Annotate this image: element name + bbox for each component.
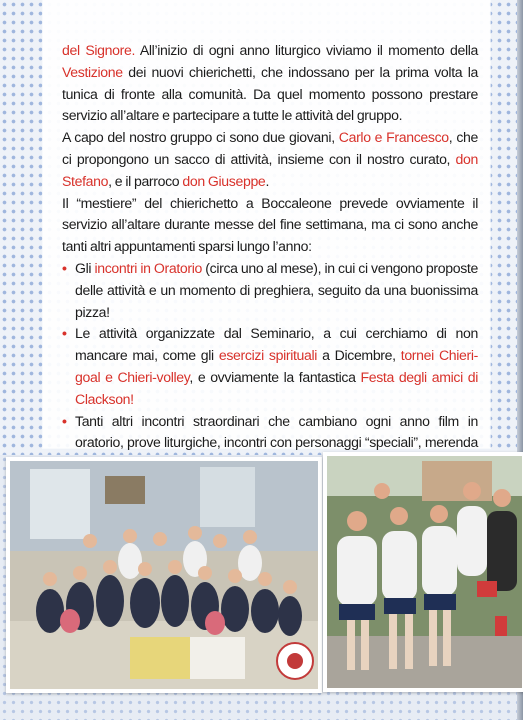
highlight-vestizione: Vestizione — [62, 63, 123, 80]
highlight-esercizi-spirituali: esercizi spirituali — [218, 347, 318, 364]
bullet-item-seminario — [62, 323, 478, 410]
highlight-don-giuseppe: don Giuseppe — [182, 172, 266, 189]
paragraph-vestizione — [62, 40, 478, 127]
group-photo-outdoor — [323, 452, 523, 692]
paragraph-mestiere — [62, 193, 478, 258]
text-span: Tanti altri incontri straordinari che cambiano ogni anno film in oratorio, prove liturgiche, incontri con personaggi “speciali”, merenda — [75, 412, 478, 451]
group-photo-indoor — [6, 457, 322, 693]
highlight-incontri-oratorio: incontri in Oratorio — [94, 259, 203, 276]
group-photo-indoor-image — [10, 461, 318, 689]
bullet-dot-icon: • — [62, 325, 67, 342]
text-span: , e ovviamente la fantastica — [189, 368, 361, 385]
bullet-dot-icon: • — [62, 412, 67, 429]
text-span: , e il parroco — [108, 172, 183, 189]
article-body — [62, 40, 478, 476]
bullet-item-oratorio — [62, 258, 478, 323]
text-span: , che ci propongono un sacco di attività, insieme con il nostro curato, — [62, 129, 478, 167]
text-span: a Dicembre, — [317, 347, 401, 364]
text-span: dei nuovi chierichetti, che indossano per la prima volta la tunica di fronte alla comunità. Da quel momento possono prestare servizio all’altare e partecipare a tutte le attività del gruppo. — [62, 63, 478, 124]
text-span: (circa uno al mese), in cui ci vengono proposte delle attività e un momento di preghiera, seguito da una buonissima pizza! — [75, 259, 478, 320]
highlight-carlo-francesco: Carlo e Francesco — [338, 129, 449, 146]
highlight-tornei: tornei Chieri-goal e Chieri-volley — [75, 347, 478, 385]
paragraph-leaders — [62, 127, 478, 192]
text-span: Le attività organizzate dal Seminario, a cui cerchiamo di non mancare mai, come gli — [75, 325, 478, 364]
highlight-festa-clackson: Festa degli amici di Clackson! — [75, 368, 478, 407]
text-span: Il “mestiere” del chierichetto a Boccaleone prevede ovviamente il servizio all’altare durante messe del fine settimana, ma ci sono anche tanti altri appuntamenti sparsi lungo l’anno: — [62, 194, 478, 255]
text-span: Gli — [75, 259, 95, 276]
group-photo-outdoor-image — [327, 456, 522, 688]
text-span: All’inizio di ogni anno liturgico viviamo il momento della — [135, 42, 478, 58]
highlight-del-signore: del Signore. — [62, 42, 136, 58]
text-span: A capo del nostro gruppo ci sono due giovani, — [62, 129, 339, 146]
bullet-dot-icon: • — [62, 259, 67, 276]
highlight-don-stefano: don Stefano — [62, 150, 478, 189]
text-span: . — [265, 172, 270, 189]
